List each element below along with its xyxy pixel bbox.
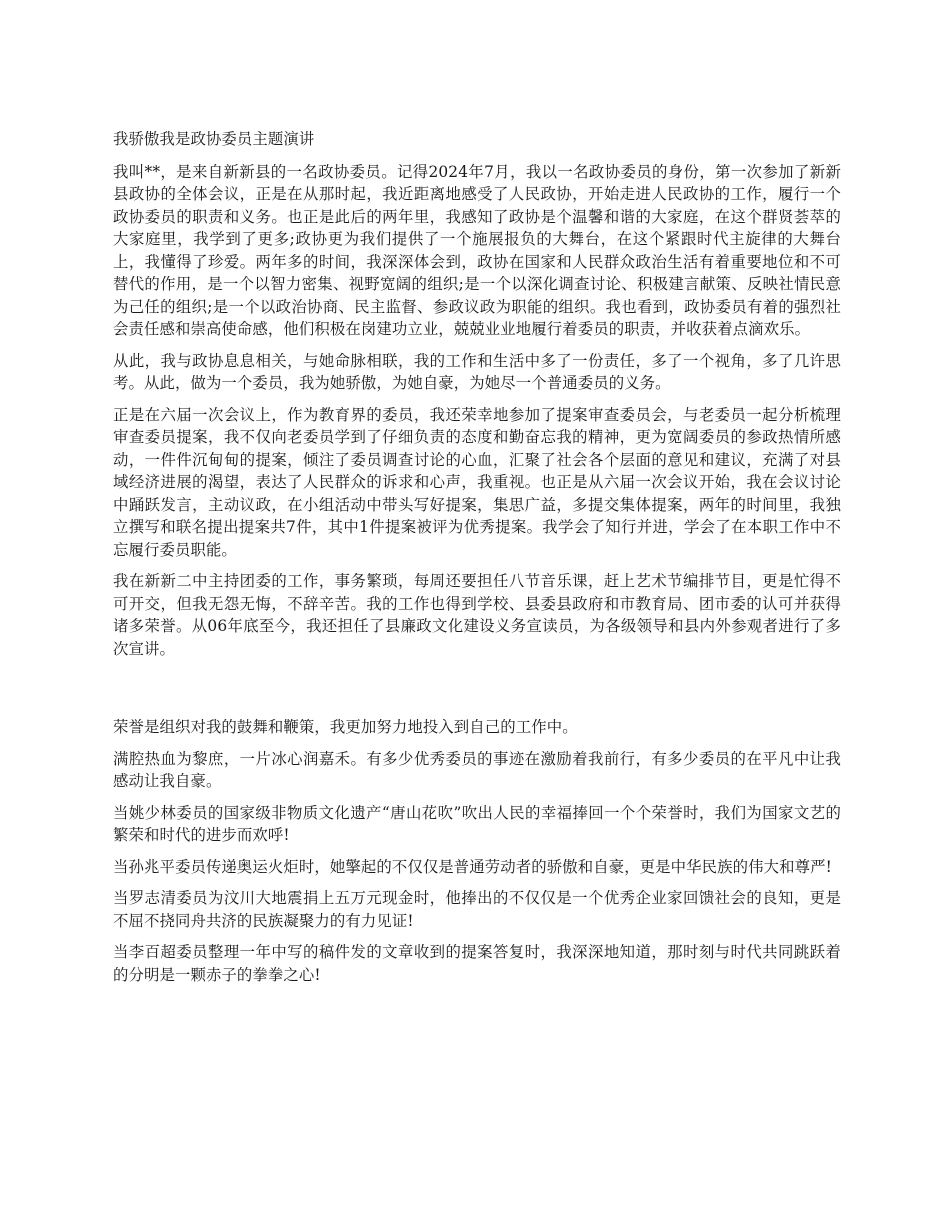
paragraph-luo-zhiqing: 当罗志清委员为汶川大地震捐上五万元现金时，他捧出的不仅仅是一个优秀企业家回馈社会的良知，更是不屈不挠同舟共济的民族凝聚力的有力见证! bbox=[113, 889, 841, 930]
paragraph-inspiration: 满腔热血为黎庶，一片冰心润嘉禾。有多少优秀委员的事迹在激励着我前行，有多少委员的在平凡中让我感动让我自豪。 bbox=[113, 749, 841, 790]
paragraph-since-then: 从此，我与政协息息相关，与她命脉相联，我的工作和生活中多了一份责任，多了一个视角，多了几许思考。从此，做为一个委员，我为她骄傲，为她自豪，为她尽一个普通委员的义务。 bbox=[113, 351, 841, 392]
paragraph-school-work: 我在新新二中主持团委的工作，事务繁琐，每周还要担任八节音乐课，赶上艺术节编排节目，更是忙得不可开交，但我无怨无悔，不辞辛苦。我的工作也得到学校、县委县政府和市教育局、团市委的认可并获得诸多荣誉。从06年底至今，我还担任了县廉政文化建设义务宣读员，为各级领导和县内外参观者进行了多次宣讲。 bbox=[113, 572, 841, 658]
document-title: 我骄傲我是政协委员主题演讲 bbox=[113, 130, 315, 148]
paragraph-sun-zhaoping: 当孙兆平委员传递奥运火炬时，她擎起的不仅仅是普通劳动者的骄傲和自豪，更是中华民族的伟大和尊严! bbox=[113, 857, 832, 876]
section-gap bbox=[113, 669, 841, 716]
paragraph-intro: 我叫**，是来自新新县的一名政协委员。记得2024年7月，我以一名政协委员的身份，第一次参加了新新县政协的全体会议，正是在从那时起，我近距离地感受了人民政协，开始走进人民政协的工作，履行一个政协委员的职责和义务。也正是此后的两年里，我感知了政协是个温馨和谐的大家庭，在这个群贤荟萃的大家庭里，我学到了更多;政协更为我们提供了一个施展报负的大舞台，在这个紧跟时代主旋律的大舞台上，我懂得了珍爱。两年多的时间，我深深体会到，政协在国家和人民群众政治生活有着重要地位和不可替代的作用，是一个以智力密集、视野宽阔的组织;是一个以深化调查讨论、积极建言献策、反映社情民意为己任的组织;是一个以政治协商、民主监督、参政议政为职能的组织。我也看到，政协委员有着的强烈社会责任感和崇高使命感，他们积极在岗建功立业，兢兢业业地履行着委员的职责，并收获着点滴欢乐。 bbox=[113, 162, 841, 338]
paragraph-yao-shaolin: 当姚少林委员的国家级非物质文化遗产“唐山花吹”吹出人民的幸福捧回一个个荣誉时，我们为国家文艺的繁荣和时代的进步而欢呼! bbox=[113, 803, 841, 844]
document-page bbox=[113, 118, 841, 995]
paragraph-li-baichao: 当李百超委员整理一年中写的稿件发的文章收到的提案答复时，我深深地知道，那时刻与时代共同跳跃着的分明是一颗赤子的拳拳之心! bbox=[113, 943, 841, 984]
paragraph-honor: 荣誉是组织对我的鼓舞和鞭策，我更加努力地投入到自己的工作中。 bbox=[113, 718, 578, 736]
paragraph-proposal-committee: 正是在六届一次会议上，作为教育界的委员，我还荣幸地参加了提案审查委员会，与老委员一起分析梳理审查委员提案，我不仅向老委员学到了仔细负责的态度和勤奋忘我的精神，更为宽阔委员的参政热情所感动，一件件沉甸甸的提案，倾注了委员调查讨论的心血，汇聚了社会各个层面的意见和建议，充满了对县域经济进展的渴望，表达了人民群众的诉求和心声，我重视。也正是从六届一次会议开始，我在会议讨论中踊跃发言，主动议政，在小组活动中带头写好提案，集思广益，多提交集体提案，两年的时间里，我独立撰写和联名提出提案共7件，其中1件提案被评为优秀提案。我学会了知行并进，学会了在本职工作中不忘履行委员职能。 bbox=[113, 405, 841, 559]
